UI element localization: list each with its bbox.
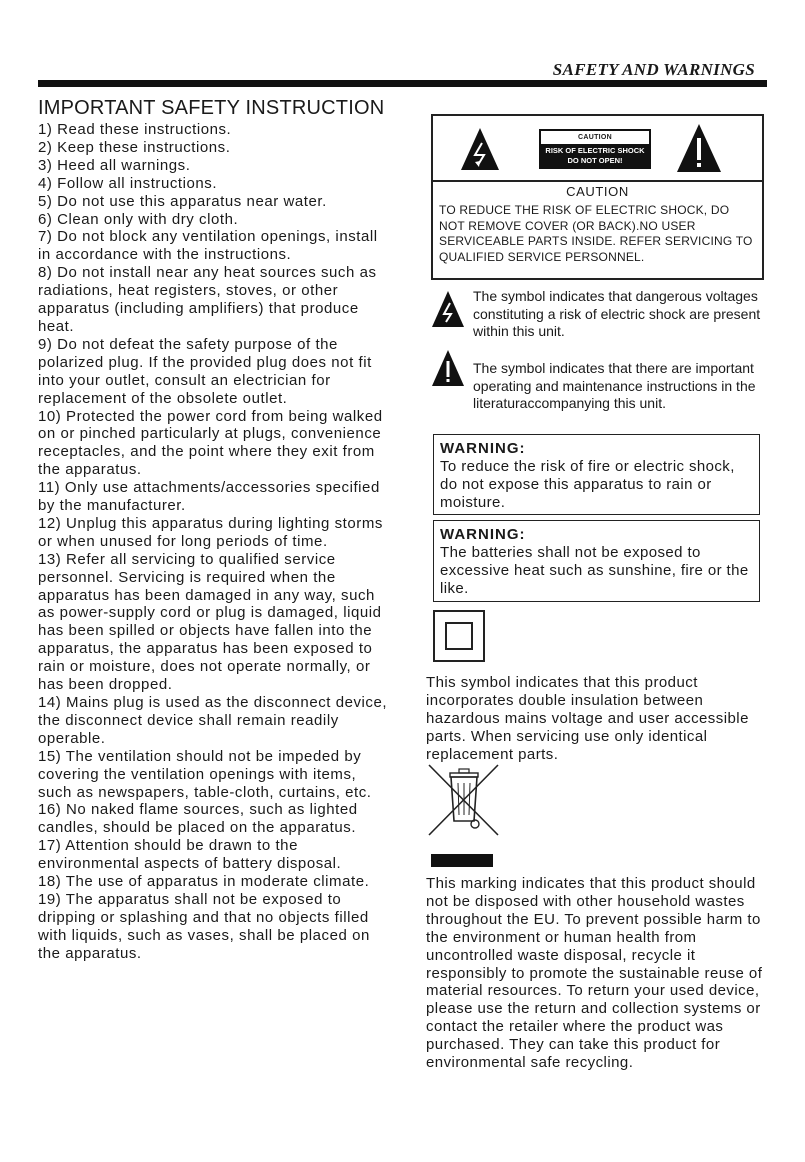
instruction-item: 10) Protected the power cord from being walked on or pinched particularly at plugs, convenience receptacles, and the point where they exit from the apparatus. <box>38 407 383 479</box>
exclamation-symbol-note <box>431 360 766 432</box>
badge-risk-line: RISK OF ELECTRIC SHOCK <box>545 146 645 155</box>
double-insulation-icon <box>433 610 485 662</box>
instructions-heading: IMPORTANT SAFETY INSTRUCTION <box>38 97 385 119</box>
exclamation-triangle-icon <box>431 349 465 387</box>
instruction-item: 2) Keep these instructions. <box>38 138 231 156</box>
warning-body: The batteries shall not be exposed to excessive heat such as sunshine, fire or the like. <box>440 544 749 597</box>
instruction-item: 12) Unplug this apparatus during lighting storms or when unused for long periods of time. <box>38 514 383 550</box>
instruction-item: 14) Mains plug is used as the disconnect device, the disconnect device shall remain readily operable. <box>38 694 388 747</box>
caution-title: CAUTION <box>566 184 629 199</box>
caution-divider <box>433 180 762 182</box>
instruction-item: 3) Heed all warnings. <box>38 156 191 174</box>
crossed-bin-icon <box>426 759 502 839</box>
warning-box <box>433 520 760 602</box>
instruction-item: 13) Refer all servicing to qualified service personnel. Servicing is required when the apparatus has been damaged in any way, such as power-supply cord or plug is damaged, liquid has been spilled or objects have fallen into the apparatus, the apparatus has been exposed to rain or moisture, does not operate normally, or has been dropped. <box>38 550 382 694</box>
badge-caution-text: CAUTION <box>578 134 612 141</box>
instruction-item: 16) No naked flame sources, such as lighted candles, should be placed on the apparatus. <box>38 801 358 837</box>
warning-title: WARNING: <box>440 440 526 457</box>
instruction-item: 19) The apparatus shall not be exposed to dripping or splashing and that no objects filled with liquids, such as vases, shall be placed on the apparatus. <box>38 890 370 962</box>
lightning-triangle-icon <box>460 127 500 171</box>
weee-text: This marking indicates that this product should not be disposed with other household wastes throughout the EU. To prevent possible harm to the environment or human health from uncontrolled waste disposal, recycle it responsibly to promote the sustainable reuse of material resources. To return your used device, please use the return and collection systems or contact the retailer where the product was purchased. They can take this product for environmental safe recycling. <box>426 875 763 1072</box>
instruction-item: 6) Clean only with dry cloth. <box>38 210 239 228</box>
lightning-symbol-text: The symbol indicates that dangerous voltages constituting a risk of electric shock are present within this unit. <box>473 288 761 339</box>
safety-instructions <box>38 96 388 963</box>
warnings-column <box>426 114 766 1072</box>
badge-open-line: DO NOT OPEN! <box>567 156 623 165</box>
caution-badge <box>539 129 651 169</box>
caution-text: TO REDUCE THE RISK OF ELECTRIC SHOCK, DO NOT REMOVE COVER (OR BACK).NO USER SERVICEABLE PARTS INSIDE. REFER SERVICING TO QUALIFIED SERVICE PERSONNEL. <box>439 203 753 264</box>
lightning-triangle-icon <box>431 290 465 328</box>
weee-bar <box>431 854 493 867</box>
exclamation-triangle-icon <box>676 123 722 173</box>
instruction-item: 4) Follow all instructions. <box>38 174 218 192</box>
instruction-item: 18) The use of apparatus in moderate climate. <box>38 873 370 891</box>
section-title: SAFETY AND WARNINGS <box>552 60 755 79</box>
exclamation-symbol-text: The symbol indicates that there are important operating and maintenance instructions in the literaturaccompanying this unit. <box>473 360 756 411</box>
instruction-item: 11) Only use attachments/accessories specified by the manufacturer. <box>38 479 380 515</box>
warning-body: To reduce the risk of fire or electric shock, do not expose this apparatus to rain or moisture. <box>440 458 735 511</box>
instruction-item: 1) Read these instructions. <box>38 121 232 138</box>
double-insulation-text: This symbol indicates that this product incorporates double insulation between hazardous mains voltage and user accessible parts. When servicing use only identical replacement parts. <box>426 674 749 763</box>
caution-label <box>431 114 764 280</box>
instruction-item: 9) Do not defeat the safety purpose of the polarized plug. If the provided plug does not fit into your outlet, consult an electrician for replacement of the obsolete outlet. <box>38 335 372 407</box>
instruction-item: 15) The ventilation should not be impeded by covering the ventilation openings with items, such as newspapers, table-cloth, curtains, etc. <box>38 747 372 801</box>
warning-title: WARNING: <box>440 526 526 543</box>
header-rule <box>38 80 767 87</box>
warning-box <box>433 434 760 515</box>
instruction-item: 17) Attention should be drawn to the environmental aspects of battery disposal. <box>38 837 342 873</box>
instruction-item: 7) Do not block any ventilation openings, install in accordance with the instructions. <box>38 228 378 264</box>
badge-risk-text <box>541 144 649 167</box>
instruction-item: 5) Do not use this apparatus near water. <box>38 192 327 210</box>
instruction-item: 8) Do not install near any heat sources such as radiations, heat registers, stoves, or other apparatus (including amplifiers) that produce heat. <box>38 264 377 335</box>
lightning-symbol-note <box>431 288 766 344</box>
